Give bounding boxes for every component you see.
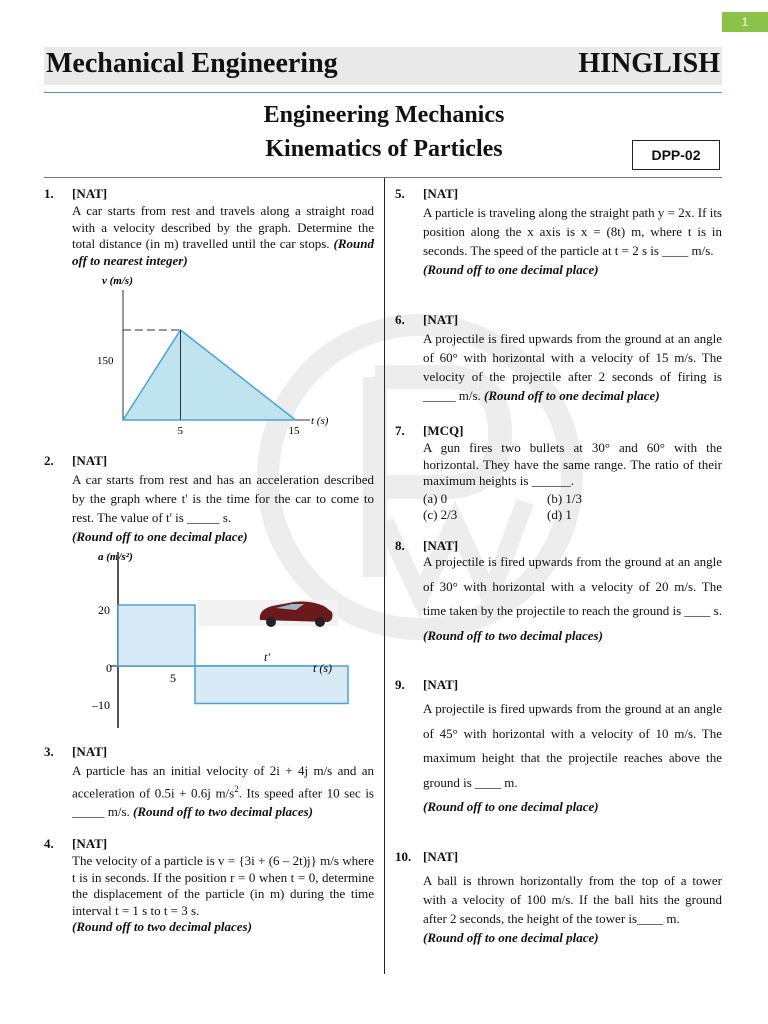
- question-text: A projectile is fired upwards from the ground at an angle of 45° with horizontal with a velocity of 10 m/s. The maximum height that the projectile reaches above the ground is ____ m.: [423, 701, 722, 790]
- question-text: A particle is traveling along the straight path y = 2x. If its position along the x axis is x = (8t) m, where t is in seconds. The speed of the particle at t = 2 s is ____ m/s.: [423, 205, 722, 258]
- question-text-part1: A particle has an initial velocity of 2i + 4j m/s and an acceleration of 0.5i + 0.6j m/s: [72, 763, 374, 801]
- question-text: A ball is thrown horizontally from the top of a tower with a velocity of 100 m/s. If the ball hits the ground after 2 seconds, the height of the tower is____ m.: [423, 873, 722, 926]
- question-8: [395, 538, 722, 648]
- option-c: (c) 2/3: [423, 507, 458, 522]
- question-type: [NAT]: [423, 849, 459, 864]
- rounding-note: (Round off to one decimal place): [484, 388, 660, 403]
- question-type: [NAT]: [72, 186, 108, 201]
- car-image: [198, 600, 338, 627]
- question-number: 4.: [44, 836, 54, 851]
- question-6: [395, 312, 722, 405]
- rounding-note: (Round off to one decimal place): [423, 799, 599, 814]
- rounding-note: (Round off to one decimal place): [72, 529, 248, 544]
- rounding-note: (Round off to one decimal place): [423, 262, 599, 277]
- dpp-code-box: DPP-02: [632, 140, 720, 170]
- question-text: A projectile is fired upwards from the ground at an angle of 60° with horizontal with a velocity of 15 m/s. The velocity of the projectile after 2 seconds of firing is _____ m/s.: [423, 331, 722, 403]
- question-7: [395, 423, 722, 524]
- question-text: The velocity of a particle is v = {3i + (6 – 2t)j} m/s where t is in seconds. If the position r = 0 when t = 0, determine the displacement of the particle (in m) during the time interval t = 1 s to t = 3 s.: [72, 853, 374, 918]
- question-text: A car starts from rest and has an acceleration described by the graph where t' is the time for the car to come to rest. The value of t' is _____ s.: [72, 472, 374, 525]
- question-number: 3.: [44, 744, 54, 759]
- question-type: [NAT]: [72, 453, 108, 468]
- y-axis-label: a (m/s²): [98, 551, 133, 563]
- x-tick-5: 5: [170, 671, 176, 685]
- question-3: [44, 744, 374, 821]
- question-number: 6.: [395, 312, 405, 327]
- question-10: [395, 849, 722, 947]
- rounding-note: (Round off to two decimal places): [423, 627, 603, 643]
- rounding-note: (Round off to one decimal place): [423, 930, 599, 945]
- question-number: 1.: [44, 186, 54, 201]
- question-type: [NAT]: [423, 538, 459, 553]
- x-axis-label: t (s): [311, 415, 329, 427]
- y-tick-minus10: –10: [92, 698, 110, 712]
- positive-acceleration-block: [118, 605, 195, 666]
- language-label: HINGLISH: [578, 48, 720, 79]
- question-text: A gun fires two bullets at 30° and 60° with the horizontal. They have the same range. The ratio of their maximum heights is ______.: [423, 440, 722, 488]
- header-rule: [44, 177, 722, 178]
- question-number: 7.: [395, 423, 405, 438]
- question-type: [NAT]: [72, 836, 108, 851]
- y-tick-150: 150: [97, 355, 114, 367]
- option-a: (a) 0: [423, 490, 448, 506]
- question-type: [NAT]: [423, 186, 459, 201]
- y-tick-0: 0: [106, 661, 112, 675]
- question-number: 5.: [395, 186, 405, 201]
- rounding-note: (Round off to two decimal places): [133, 804, 313, 820]
- question-number: 2.: [44, 453, 54, 468]
- rounding-note: (Round off to nearest integer): [72, 236, 375, 268]
- question-1: [44, 186, 374, 269]
- y-tick-20: 20: [98, 603, 110, 617]
- x-tick-15: 15: [288, 425, 300, 437]
- question-number: 10.: [395, 849, 412, 864]
- acceleration-time-graph: [88, 546, 378, 734]
- question-text: A projectile is fired upwards from the ground at an angle of 30° with horizontal with a velocity of 20 m/s. The time taken by the projectile to reach the ground is ____ s.: [423, 554, 722, 618]
- page-title: Engineering Mechanics: [263, 102, 505, 128]
- page-number: 1: [722, 12, 768, 32]
- options-grid: [423, 491, 722, 524]
- question-text-part2: . Its speed after 10 sec is _____ m/s.: [72, 785, 374, 820]
- question-5: [395, 186, 722, 279]
- exponent: 2: [234, 784, 239, 794]
- question-type: [MCQ]: [423, 423, 464, 438]
- x-axis-label: t (s): [313, 661, 332, 675]
- x-tick-5: 5: [177, 425, 183, 437]
- question-type: [NAT]: [423, 677, 459, 692]
- question-type: [NAT]: [72, 744, 108, 759]
- velocity-time-graph: [95, 272, 345, 442]
- velocity-area: [123, 330, 296, 420]
- option-b: (b) 1/3: [547, 490, 583, 506]
- y-axis-label: v (m/s): [102, 275, 133, 287]
- question-4: [44, 836, 374, 936]
- question-number: 9.: [395, 677, 405, 692]
- rounding-note: (Round off to two decimal places): [72, 919, 252, 934]
- banner-divider: [44, 92, 722, 93]
- page-subtitle: Kinematics of Particles: [265, 136, 503, 162]
- question-text: A car starts from rest and travels along a straight road with a velocity described by the graph. Determine the total distance (in m) travelled until the car stops.: [72, 203, 374, 251]
- question-number: 8.: [395, 538, 405, 553]
- question-type: [NAT]: [423, 312, 459, 327]
- subject-banner: [44, 47, 722, 85]
- option-d: (d) 1: [547, 507, 572, 522]
- question-2: [44, 453, 374, 546]
- t-prime-label: t': [264, 650, 270, 664]
- subject-title: Mechanical Engineering: [46, 48, 338, 79]
- question-9: [395, 677, 722, 820]
